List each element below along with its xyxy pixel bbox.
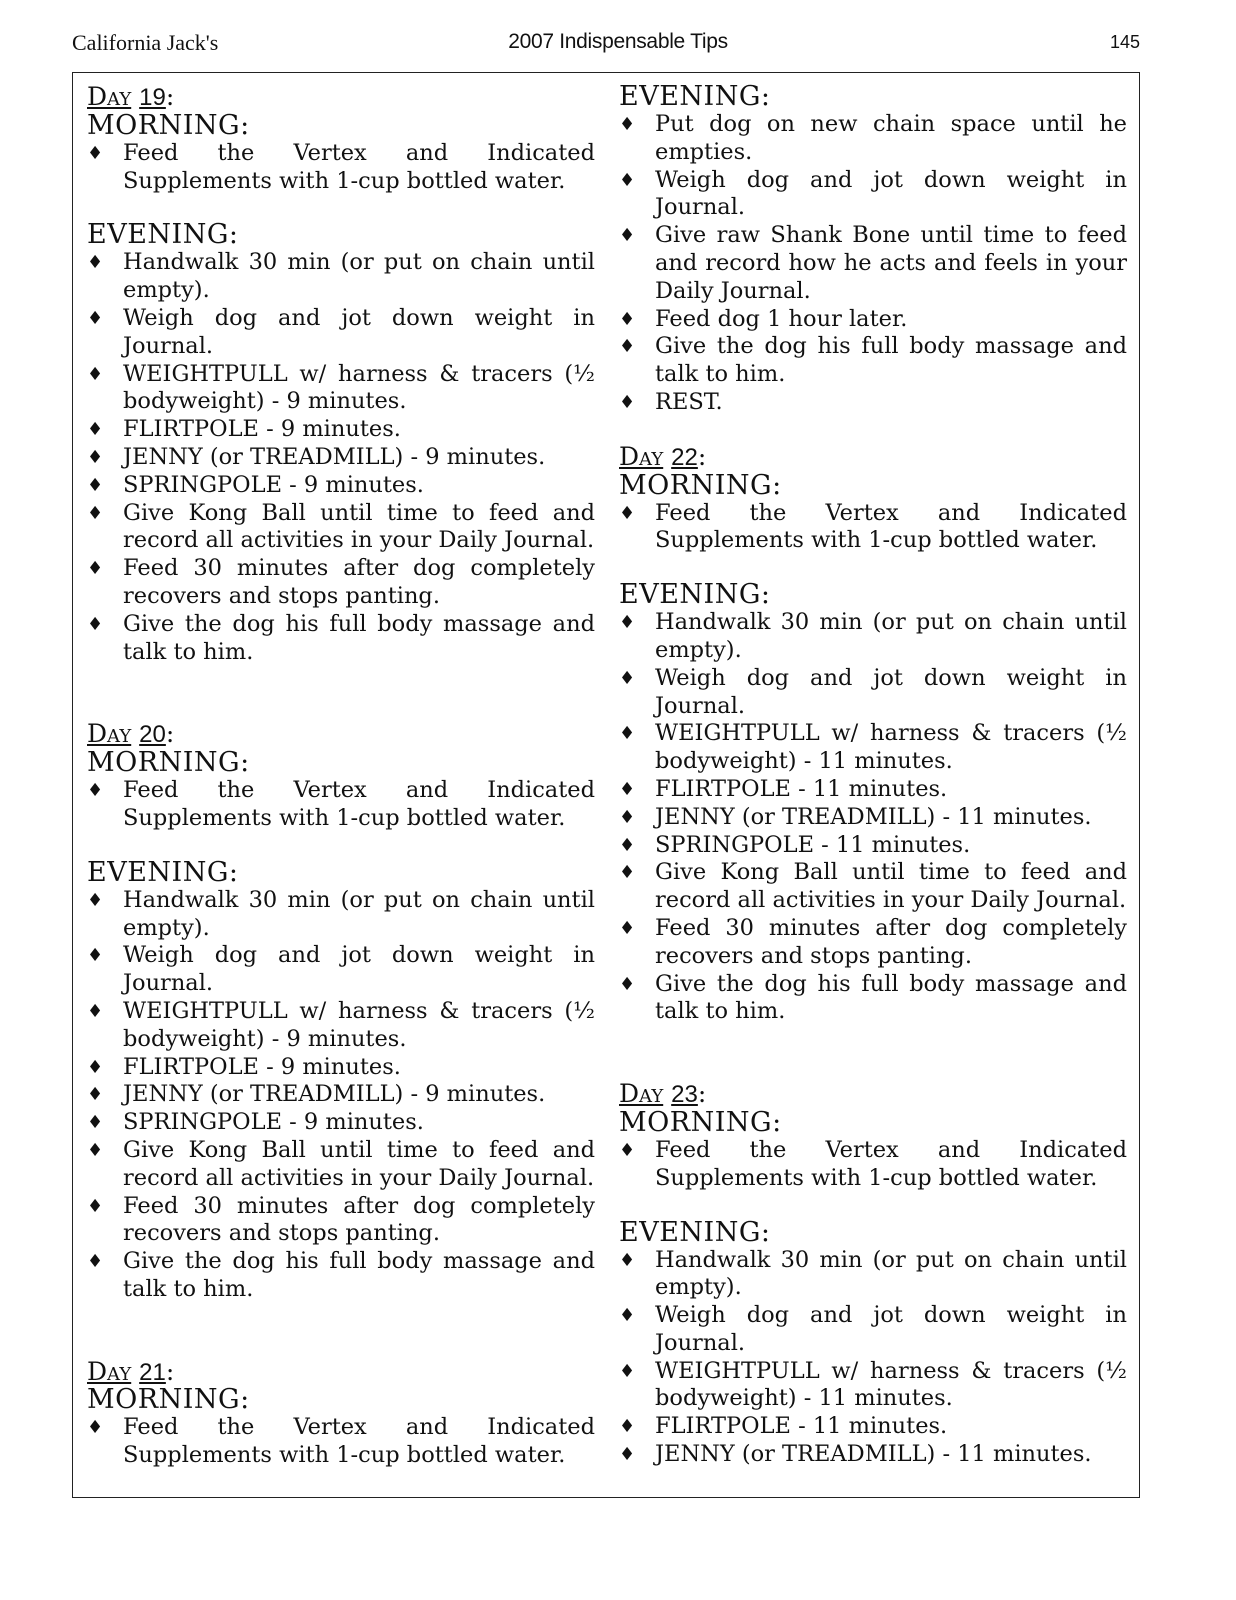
list-item: ♦ Feed 30 minutes after dog completely recovers and stops panting. [619, 915, 1127, 971]
list-item: ♦ Weigh dog and jot down weight in Journal. [619, 167, 1127, 223]
list-item: ♦ Give the dog his full body massage and talk to him. [619, 333, 1127, 389]
list-item: ♦ Handwalk 30 min (or put on chain until empty). [619, 1247, 1127, 1303]
list-item: ♦ WEIGHTPULL w/ harness & tracers (½ bodyweight) - 11 minutes. [619, 720, 1127, 776]
day-21-morning-list [87, 1414, 595, 1470]
list-item: ♦ Feed dog 1 hour later. [619, 306, 1127, 334]
list-item: ♦ FLIRTPOLE - 9 minutes. [87, 1054, 595, 1082]
day-23-morning-heading: MORNING: [619, 1106, 782, 1138]
list-item: ♦ Handwalk 30 min (or put on chain until empty). [619, 609, 1127, 665]
list-item: ♦ FLIRTPOLE - 11 minutes. [619, 776, 1127, 804]
day-20-morning-heading: MORNING: [87, 747, 250, 779]
list-item: ♦ SPRINGPOLE - 9 minutes. [87, 472, 595, 500]
list-item: ♦ Feed the Vertex and Indicated Supplements with 1-cup bottled water. [87, 140, 595, 196]
day-21-heading: Day 21: [87, 1356, 175, 1386]
day-22-morning-heading: MORNING: [619, 469, 782, 501]
list-item: ♦ Feed the Vertex and Indicated Supplements with 1-cup bottled water. [87, 1414, 595, 1470]
day-20-morning-list [87, 777, 595, 833]
list-item: ♦ WEIGHTPULL w/ harness & tracers (½ bodyweight) - 9 minutes. [87, 998, 595, 1054]
day-23-evening-heading: EVENING: [619, 1216, 771, 1248]
list-item: ♦ Handwalk 30 min (or put on chain until empty). [87, 887, 595, 943]
list-item: ♦ Give the dog his full body massage and talk to him. [619, 971, 1127, 1027]
page-number: 145 [1109, 32, 1140, 52]
list-item: ♦ Feed 30 minutes after dog completely recovers and stops panting. [87, 555, 595, 611]
day-21-evening-list [619, 111, 1127, 417]
content-frame [72, 72, 1140, 1498]
list-item: ♦ Put dog on new chain space until he empties. [619, 111, 1127, 167]
list-item: ♦ JENNY (or TREADMILL) - 11 minutes. [619, 804, 1127, 832]
list-item: ♦ Give the dog his full body massage and talk to him. [87, 611, 595, 667]
list-item: ♦ Give raw Shank Bone until time to feed and record how he acts and feels in your Daily Journal. [619, 222, 1127, 305]
list-item: ♦ JENNY (or TREADMILL) - 11 minutes. [619, 1441, 1127, 1469]
list-item: ♦ REST. [619, 389, 1127, 417]
day-19-evening-heading: EVENING: [87, 219, 239, 251]
list-item: ♦ Handwalk 30 min (or put on chain until empty). [87, 249, 595, 305]
day-19-heading: Day 19: [87, 82, 175, 111]
list-item: ♦ Weigh dog and jot down weight in Journal. [619, 665, 1127, 721]
day-23-heading: Day 23: [619, 1079, 707, 1109]
day-23-morning-list [619, 1137, 1127, 1193]
list-item: ♦ Weigh dog and jot down weight in Journal. [87, 942, 595, 998]
list-item: ♦ Weigh dog and jot down weight in Journal. [619, 1302, 1127, 1358]
list-item: ♦ SPRINGPOLE - 9 minutes. [87, 1109, 595, 1137]
left-column [87, 83, 595, 1470]
running-header-left: California Jack's [72, 30, 219, 55]
day-22-morning-list [619, 500, 1127, 556]
list-item: ♦ Give Kong Ball until time to feed and record all activities in your Daily Journal. [619, 859, 1127, 915]
list-item: ♦ Give Kong Ball until time to feed and record all activities in your Daily Journal. [87, 1137, 595, 1193]
day-23-evening-list [619, 1247, 1127, 1469]
day-21-evening-heading: EVENING: [619, 81, 771, 112]
day-19-morning-list [87, 140, 595, 196]
list-item: ♦ JENNY (or TREADMILL) - 9 minutes. [87, 1081, 595, 1109]
list-item: ♦ JENNY (or TREADMILL) - 9 minutes. [87, 444, 595, 472]
list-item: ♦ Feed 30 minutes after dog completely recovers and stops panting. [87, 1193, 595, 1249]
list-item: ♦ WEIGHTPULL w/ harness & tracers (½ bodyweight) - 11 minutes. [619, 1358, 1127, 1414]
list-item: ♦ Feed the Vertex and Indicated Supplements with 1-cup bottled water. [619, 1137, 1127, 1193]
day-20-heading: Day 20: [87, 719, 175, 749]
list-item: ♦ FLIRTPOLE - 11 minutes. [619, 1413, 1127, 1441]
list-item: ♦ Feed the Vertex and Indicated Supplements with 1-cup bottled water. [87, 777, 595, 833]
day-22-heading: Day 22: [619, 441, 707, 471]
list-item: ♦ FLIRTPOLE - 9 minutes. [87, 416, 595, 444]
running-header-title: 2007 Indispensable Tips [508, 30, 728, 53]
list-item: ♦ Feed the Vertex and Indicated Supplements with 1-cup bottled water. [619, 500, 1127, 556]
day-21-morning-heading: MORNING: [87, 1384, 250, 1416]
list-item: ♦ Give Kong Ball until time to feed and record all activities in your Daily Journal. [87, 500, 595, 556]
day-19-evening-list [87, 249, 595, 666]
list-item: ♦ WEIGHTPULL w/ harness & tracers (½ bodyweight) - 9 minutes. [87, 361, 595, 417]
right-column [619, 83, 1127, 1469]
list-item: ♦ Weigh dog and jot down weight in Journal. [87, 305, 595, 361]
list-item: ♦ SPRINGPOLE - 11 minutes. [619, 832, 1127, 860]
day-20-evening-heading: EVENING: [87, 856, 239, 888]
day-22-evening-heading: EVENING: [619, 579, 771, 611]
list-item: ♦ Give the dog his full body massage and talk to him. [87, 1248, 595, 1304]
day-22-evening-list [619, 609, 1127, 1026]
day-19-morning-heading: MORNING: [87, 109, 250, 141]
day-20-evening-list [87, 887, 595, 1304]
